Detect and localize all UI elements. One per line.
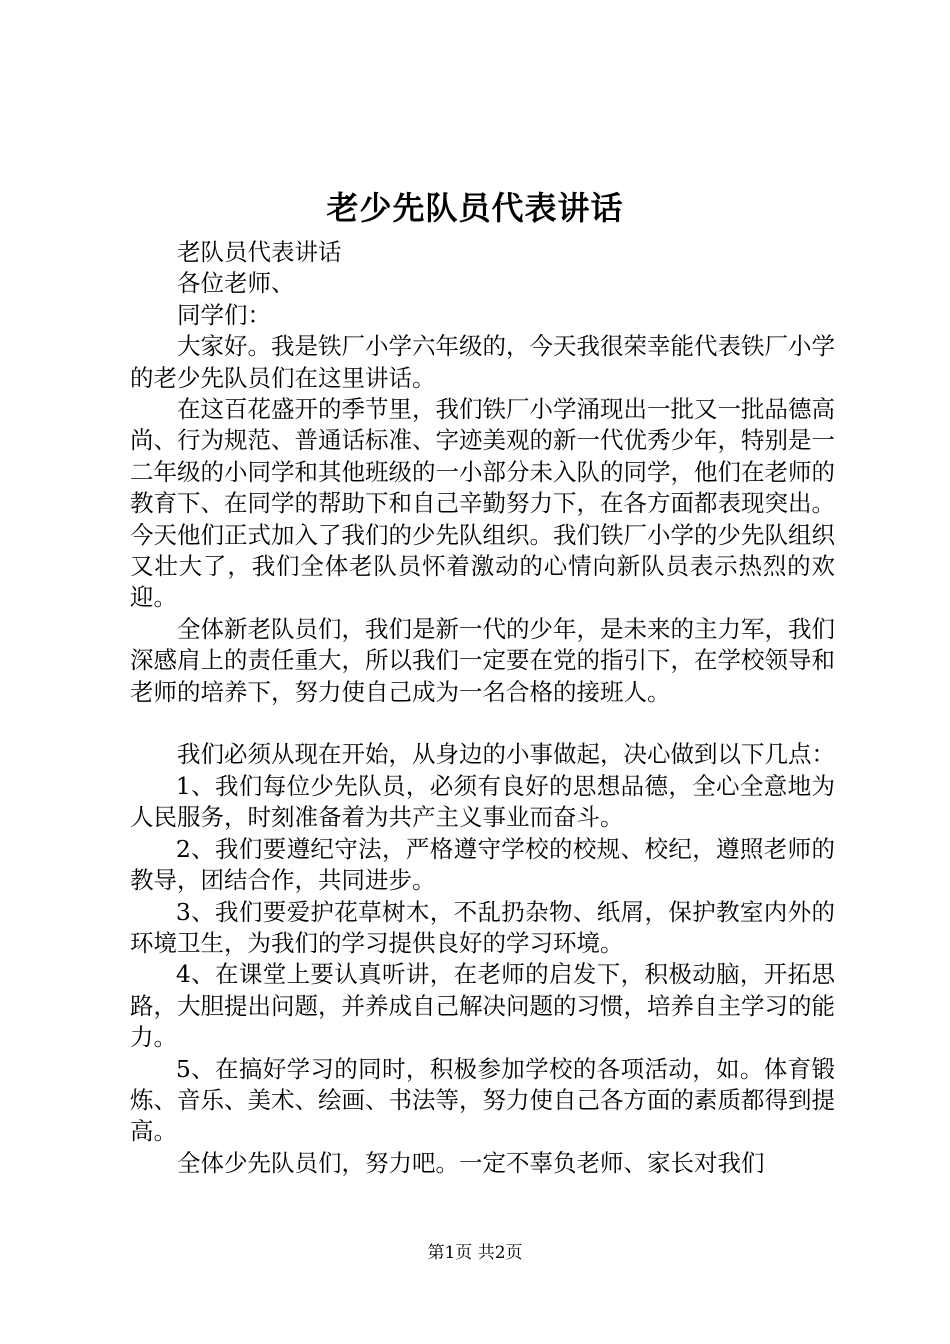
paragraph-heading-line: 老队员代表讲话 [177,238,342,266]
paragraph-closing: 全体少先队员们，努力吧。一定不辜负老师、家长对我们 [177,1148,765,1177]
paragraph-salutation-teachers: 各位老师、 [177,269,295,298]
document-title: 老少先队员代表讲话 [326,189,624,227]
blank-line [130,708,835,739]
page-footer: 第1页 共2页 [427,1243,523,1263]
paragraph-point-2: 2、我们要遵纪守法，严格遵守学校的校规、校纪，遵照老师的教导，团结合作，共同进步。 [130,834,835,895]
paragraph-resolution-intro: 我们必须从现在开始，从身边的小事做起，决心做到以下几点： [177,740,835,769]
paragraph-point-1: 1、我们每位少先队员，必须有良好的思想品德，全心全意地为人民服务，时刻准备着为共产主义事业而奋斗。 [130,771,835,832]
document-body [130,237,835,1179]
paragraph-point-5: 5、在搞好学习的同时，积极参加学校的各项活动，如。体育锻炼、音乐、美术、绘画、书法等，努力使自己各方面的素质都得到提高。 [130,1054,835,1146]
paragraph-responsibility: 全体新老队员们，我们是新一代的少年，是未来的主力军，我们深感肩上的责任重大，所以我们一定要在党的指引下，在学校领导和老师的培养下，努力使自己成为一名合格的接班人。 [130,614,835,706]
paragraph-point-4: 4、在课堂上要认真听讲，在老师的启发下，积极动脑，开拓思路，大胆提出问题，并养成自己解决问题的习惯，培养自主学习的能力。 [130,960,835,1052]
paragraph-greeting: 大家好。我是铁厂小学六年级的，今天我很荣幸能代表铁厂小学的老少先队员们在这里讲话。 [130,332,835,392]
paragraph-salutation-students: 同学们： [177,300,271,329]
paragraph-point-3: 3、我们要爱护花草树木，不乱扔杂物、纸屑，保护教室内外的环境卫生，为我们的学习提供良好的学习环境。 [130,897,835,957]
paragraph-season: 在这百花盛开的季节里，我们铁厂小学涌现出一批又一批品德高尚、行为规范、普通话标准、字迹美观的新一代优秀少年，特别是一二年级的小同学和其他班级的一小部分未入队的同学，他们在老师的教育下、在同学的帮助下和自己辛勤努力下，在各方面都表现突出。今天他们正式加入了我们的少先队组织。我们铁厂小学的少先队组织又壮大了，我们全体老队员怀着激动的心情向新队员表示热烈的欢迎。 [130,395,835,612]
